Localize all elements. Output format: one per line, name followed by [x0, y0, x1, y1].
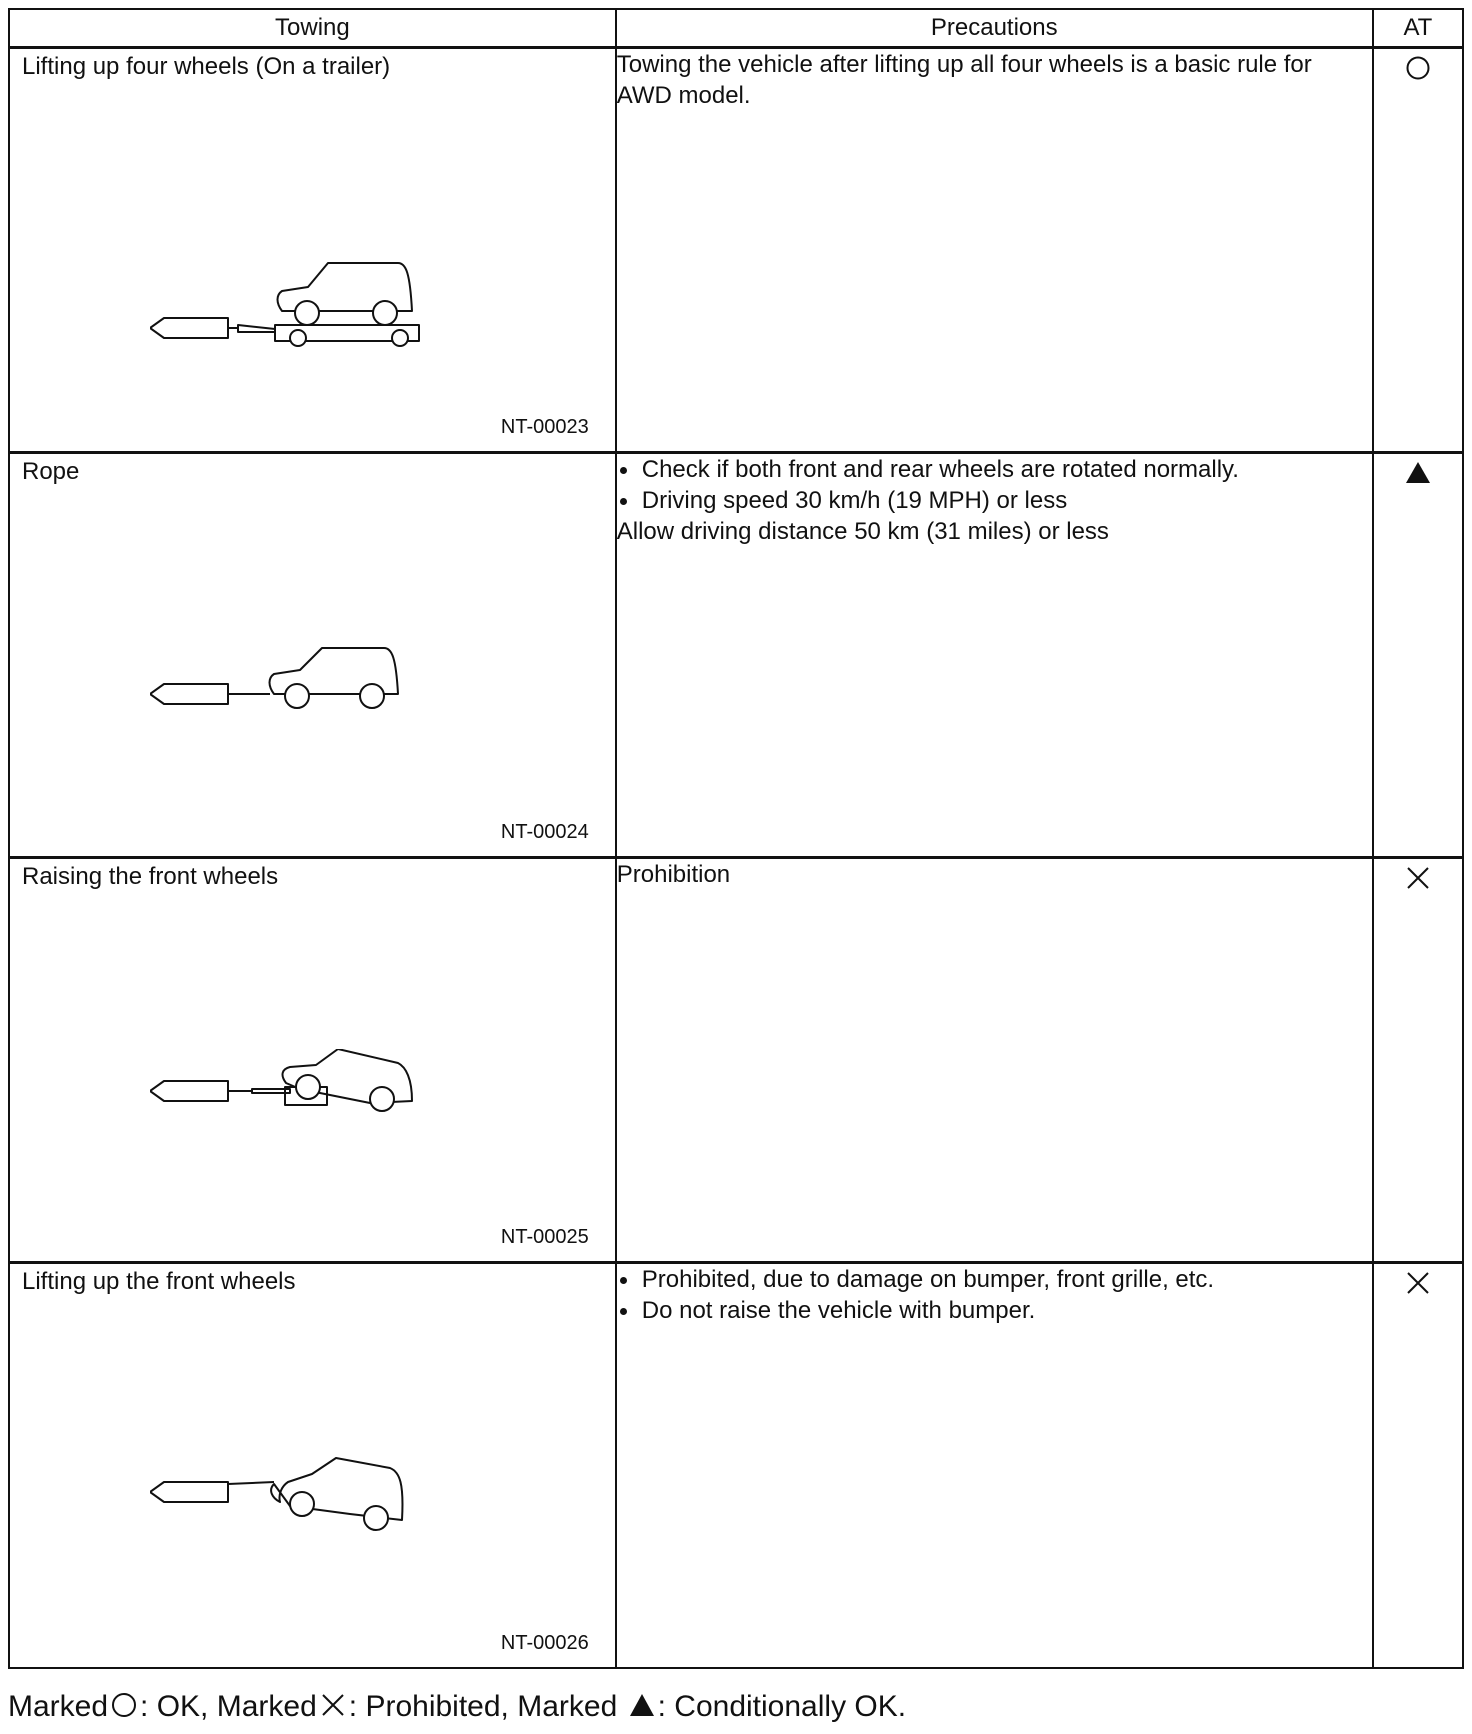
at-cell [1373, 453, 1463, 858]
table-row [9, 1263, 1463, 1668]
precautions-cell [616, 48, 1373, 453]
ok-circle-icon [1405, 55, 1431, 81]
towing-method-label: Lifting up the front wheels [22, 1268, 296, 1295]
towing-cell [9, 48, 616, 453]
figure-code: NT-00026 [500, 1631, 589, 1654]
legend [8, 1690, 906, 1724]
header-at: AT [1373, 9, 1463, 48]
precaution-list [617, 454, 1372, 516]
at-cell [1373, 1263, 1463, 1668]
towing-cell [9, 858, 616, 1263]
towing-method-label: Raising the front wheels [22, 863, 279, 890]
towing-method-label: Lifting up four wheels (On a trailer) [22, 53, 391, 80]
precautions-cell [616, 453, 1373, 858]
table-row [9, 453, 1463, 858]
ok-circle-icon [110, 1691, 138, 1719]
precaution-text: Prohibition [616, 861, 731, 888]
precaution-text: Towing the vehicle after lifting up all four wheels is a basic rule for AWD model. [616, 51, 1312, 109]
towing-table [8, 8, 1464, 1669]
figure-code: NT-00023 [500, 416, 589, 438]
legend-conditional: : Conditionally OK. [657, 1690, 907, 1723]
front-lift-by-bumper-icon [150, 1454, 430, 1564]
prohibited-cross-icon [319, 1691, 347, 1719]
table-row [9, 858, 1463, 1263]
legend-prohibited: : Prohibited, [348, 1690, 509, 1723]
rope-towing-icon [150, 644, 430, 754]
legend-marked: Marked [8, 1690, 109, 1723]
prohibited-cross-icon [1405, 1270, 1431, 1296]
legend-marked: Marked [517, 1690, 618, 1723]
legend-ok: : OK, [140, 1690, 209, 1723]
towing-method-label: Rope [22, 458, 80, 485]
prohibited-cross-icon [1405, 865, 1431, 891]
precautions-cell [616, 1263, 1373, 1668]
trailer-towing-icon [150, 239, 430, 349]
header-towing: Towing [9, 9, 616, 48]
list-item: Prohibited, due to damage on bumper, front grille, etc. [617, 1264, 1372, 1295]
table-header-row [9, 9, 1463, 48]
figure-code: NT-00024 [500, 821, 589, 843]
figure-code: NT-00025 [500, 1226, 589, 1248]
at-cell [1373, 48, 1463, 453]
precaution-extra: Allow driving distance 50 km (31 miles) or less [616, 518, 1109, 545]
at-cell [1373, 858, 1463, 1263]
conditional-triangle-icon [1404, 460, 1432, 486]
list-item: Do not raise the vehicle with bumper. [617, 1295, 1372, 1326]
legend-marked: Marked [216, 1690, 317, 1723]
conditional-triangle-icon [628, 1691, 656, 1719]
table-row [9, 48, 1463, 453]
list-item: Check if both front and rear wheels are rotated normally. [617, 454, 1372, 485]
towing-cell [9, 453, 616, 858]
precautions-cell [616, 858, 1373, 1263]
header-precautions: Precautions [616, 9, 1373, 48]
list-item: Driving speed 30 km/h (19 MPH) or less [617, 485, 1372, 516]
towing-cell [9, 1263, 616, 1668]
precaution-list [617, 1264, 1372, 1326]
front-wheel-lift-icon [150, 1049, 430, 1159]
